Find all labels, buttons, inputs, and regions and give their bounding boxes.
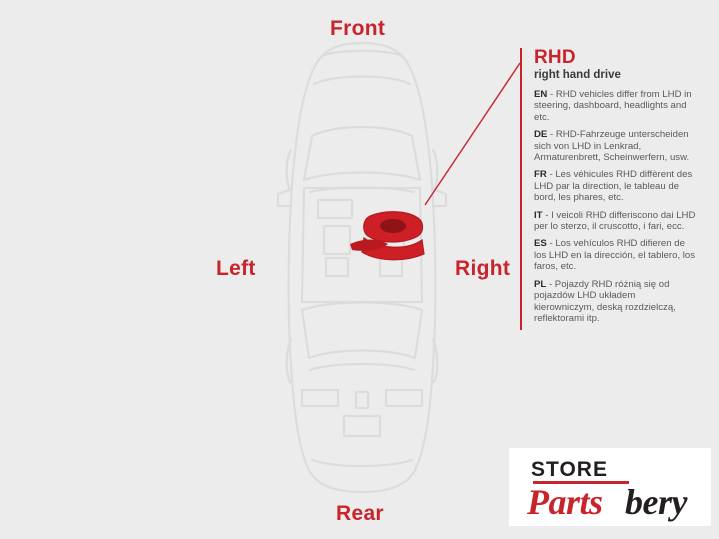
info-item-it [534,210,698,233]
info-item-text-es: - Los vehículos RHD difieren de los LHD en la dirección, el tablero, los faros, etc. [534,238,696,273]
orientation-label-right: Right [455,257,511,280]
info-item-text-de: - RHD-Fahrzeuge unterscheiden sich von LHD in Lenkrad, Armaturenbrett, Scheinwerfern, usw. [534,129,690,164]
info-item-lang-it: IT [534,209,543,221]
info-item-lang-fr: FR [534,169,547,181]
info-item-lang-en: EN [534,89,548,100]
info-item-lang-de: DE [534,129,548,141]
logo-parts-text: Parts [527,482,603,522]
info-item-text-pl: - Pojazdy RHD różnią się od pojazdów LHD układem kierowniczym, deską rozdzielczą, reflektorami itp. [534,278,676,324]
info-item-lang-es: ES [534,238,547,250]
info-item-fr [534,169,698,203]
info-item-text-fr: - Les véhicules RHD diffèrent des LHD par la direction, le tableau de bord, les phares, etc. [534,169,693,204]
info-panel-title: RHD [534,47,576,68]
car-top-view-illustration [252,40,472,495]
brand-logo [509,448,711,526]
info-item-en [534,89,698,123]
orientation-label-rear: Rear [336,502,384,525]
info-item-es [534,238,698,272]
logo-bery-text: bery [625,482,687,522]
info-item-lang-pl: PL [534,278,547,290]
info-item-de [534,129,698,163]
rhd-info-panel [520,48,698,330]
orientation-label-left: Left [216,257,256,280]
info-item-pl [534,279,698,325]
rhd-highlight-area [350,212,424,260]
logo-store-text: STORE [531,458,608,481]
info-item-text-en: - RHD vehicles differ from LHD in steering, dashboard, headlights and etc. [534,89,692,123]
info-item-text-it: - I veicoli RHD differiscono dai LHD per lo sterzo, il cruscotto, i fari, ecc. [534,209,696,233]
orientation-label-front: Front [330,17,386,40]
info-panel-subtitle: right hand drive [534,69,621,81]
